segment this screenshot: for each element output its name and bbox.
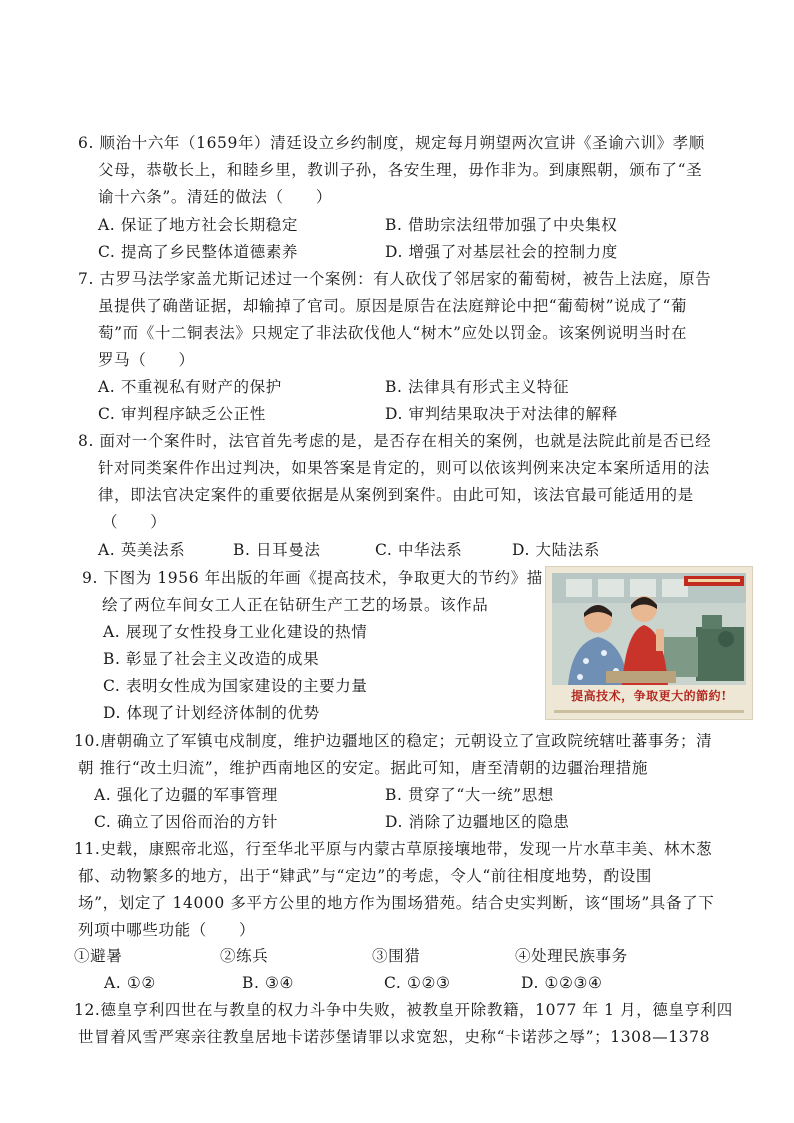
q9-line-1: 9. 下图为 1956 年出版的年画《提高技术，争取更大的节约》描 xyxy=(82,569,543,587)
q11-option-b[interactable]: B. ③④ xyxy=(242,974,295,992)
q8-option-d[interactable]: D. 大陆法系 xyxy=(512,541,600,559)
q6-line-3: 谕十六条”。清廷的做法（ ） xyxy=(98,188,332,206)
q9-option-a[interactable]: A. 展现了女性投身工业化建设的热情 xyxy=(103,623,368,641)
q7-option-d[interactable]: D. 审判结果取决于对法律的解释 xyxy=(385,405,618,423)
q10-option-b[interactable]: B. 贯穿了“大一统”思想 xyxy=(385,786,554,804)
q8-line-4: （ ） xyxy=(102,513,167,531)
q7-line-3: 萄”而《十二铜表法》只规定了非法砍伐他人“树木”应处以罚金。该案例说明当时在 xyxy=(98,324,688,342)
q12-line-2: 世冒着风雪严寒亲往教皇居地卡诺莎堡请罪以求宽恕，史称“卡诺莎之辱”；1308—1378 xyxy=(78,1028,711,1046)
q10-option-a[interactable]: A. 强化了边疆的军事管理 xyxy=(94,786,278,804)
q8-line-3: 律，即法官决定案件的重要依据是从案例到案件。由此可知，该法官最可能适用的是 xyxy=(98,486,694,504)
q8-line-2: 针对同类案件作出过判决，如果答案是肯定的，则可以依该判例来决定本案所适用的法 xyxy=(98,459,710,477)
q11-line-3: 场”，划定了 14000 多平方公里的地方作为围场猎苑。结合史实判断，该“围场”具备了下 xyxy=(78,894,715,912)
poster-caption: 提高技术，争取更大的節約! xyxy=(571,689,727,703)
q10-option-c[interactable]: C. 确立了因俗而治的方针 xyxy=(94,813,278,831)
q11-option-c[interactable]: C. ①②③ xyxy=(384,974,451,992)
q8-option-a[interactable]: A. 英美法系 xyxy=(98,541,186,559)
q11-item-2: ②练兵 xyxy=(220,947,269,965)
q11-option-a[interactable]: A. ①② xyxy=(104,974,156,992)
q8-line-1: 8. 面对一个案件时，法官首先考虑的是，是否存在相关的案例，也就是法院此前是否已经 xyxy=(78,432,712,450)
q11-line-2: 郁、动物繁多的地方，出于“肄武”与“定边”的考虑，令人“前往相度地势，酌设围 xyxy=(78,867,652,885)
q10-line-1: 10.唐朝确立了军镇屯戍制度，维护边疆地区的稳定；元朝设立了宣政院统辖吐蕃事务；清 xyxy=(74,732,713,750)
q8-option-b[interactable]: B. 日耳曼法 xyxy=(233,541,321,559)
q8-option-c[interactable]: C. 中华法系 xyxy=(375,541,463,559)
q11-item-4: ④处理民族事务 xyxy=(515,947,628,965)
q7-line-2: 虽提供了确凿证据，却输掉了官司。原因是原告在法庭辩论中把“葡萄树”说成了“葡 xyxy=(98,297,688,315)
q11-item-3: ③围猎 xyxy=(372,947,421,965)
q7-line-4: 罗马（ ） xyxy=(98,351,195,369)
q9-line-2: 绘了两位车间女工人正在钻研生产工艺的场景。该作品 xyxy=(102,596,489,614)
q6-option-a[interactable]: A. 保证了地方社会长期稳定 xyxy=(98,216,298,234)
q6-line-1: 6. 顺治十六年（1659年）清廷设立乡约制度，规定每月朔望两次宣讲《圣谕六训》孝顺 xyxy=(78,134,705,152)
q7-line-1: 7. 古罗马法学家盖尤斯记述过一个案例：有人砍伐了邻居家的葡萄树，被告上法庭，原告 xyxy=(78,270,712,288)
q6-option-b[interactable]: B. 借助宗法纽带加强了中央集权 xyxy=(385,216,618,234)
q9-option-b[interactable]: B. 彰显了社会主义改造的成果 xyxy=(103,650,320,668)
q7-option-c[interactable]: C. 审判程序缺乏公正性 xyxy=(98,405,266,423)
q9-option-d[interactable]: D. 体现了计划经济体制的优势 xyxy=(103,704,320,722)
poster-image xyxy=(545,566,753,720)
q6-line-2: 父母，恭敬长上，和睦乡里，教训子孙，各安生理，毋作非为。到康熙朝，颁布了“圣 xyxy=(98,161,703,179)
q6-option-c[interactable]: C. 提高了乡民整体道德素养 xyxy=(98,243,299,261)
q7-option-a[interactable]: A. 不重视私有财产的保护 xyxy=(98,378,282,396)
q11-item-1: ①避暑 xyxy=(74,947,123,965)
q11-option-d[interactable]: D. ①②③④ xyxy=(521,974,603,992)
q10-line-2: 朝 推行“改土归流”，维护西南地区的安定。据此可知，唐至清朝的边疆治理措施 xyxy=(78,759,648,777)
q10-option-d[interactable]: D. 消除了边疆地区的隐患 xyxy=(385,813,570,831)
q12-line-1: 12.德皇亨利四世在与教皇的权力斗争中失败，被教皇开除教籍，1077 年 1 月，德皇亨利四 xyxy=(74,1001,733,1019)
q11-line-1: 11.史载，康熙帝北巡，行至华北平原与内蒙古草原接壤地带，发现一片水草丰美、林木葱 xyxy=(74,840,713,858)
q6-option-d[interactable]: D. 增强了对基层社会的控制力度 xyxy=(385,243,618,261)
q9-option-c[interactable]: C. 表明女性成为国家建设的主要力量 xyxy=(103,677,368,695)
q7-option-b[interactable]: B. 法律具有形式主义特征 xyxy=(385,378,570,396)
q11-line-4: 列项中哪些功能（ ） xyxy=(78,921,256,939)
